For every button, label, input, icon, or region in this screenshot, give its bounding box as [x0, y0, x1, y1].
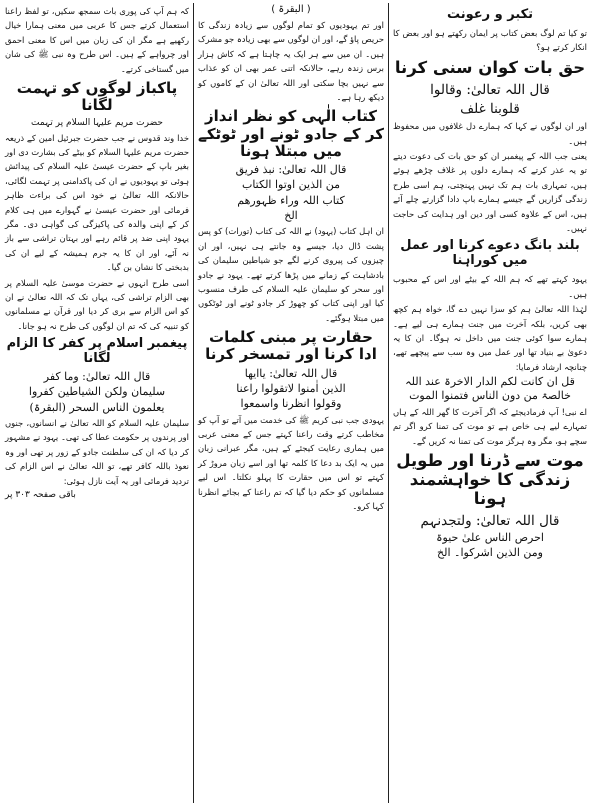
- arabic-verse: احرص الناس علیٰ حیوۃ: [436, 531, 544, 545]
- paragraph: اور ان لوگوں نے کہا کہ ہمارے دل غلافوں میں محفوظ ہیں۔: [393, 121, 587, 146]
- section-heading: حقارت پر مبنی کلمات ادا کرنا اور تمسخر کرنا: [205, 328, 377, 364]
- section-heading: بلند بانگ دعوے کرنا اور عمل میں کوراہنا: [400, 238, 580, 269]
- paragraph: یہودی جب نبی کریم ﷺ کی خدمت میں آتے تو آپ کو مخاطب کرتے وقت راعنا کہتے جس کے معنی عربی میں ہماری رعایت کیجئے کے ہیں، مگر عبرانی زبان میں یہ ایک بد دعا کا کلمہ تھا اور اسے زبان مروڑ کر کہتے تو اس میں حقارت کا پہلو نکلتا۔ اس لیے مسلمانوں کو حکم دیا گیا کہ تم راعنا کے بجائے انظرنا کہا کرو۔: [198, 414, 384, 512]
- column-middle: [195, 0, 387, 807]
- arabic-verse: ومن الذین اشرکوا۔ الخ: [437, 546, 543, 560]
- arabic-verse: قلوبنا غلف: [460, 100, 520, 117]
- paragraph: تو کیا تم لوگ بعض کتاب پر ایمان رکھتے ہو اور بعض کا انکار کرتے ہو؟: [393, 27, 587, 53]
- surah-header: ( البقرۃ ): [271, 4, 311, 15]
- column-left: [2, 0, 192, 807]
- paragraph: لہٰذا اللہ تعالیٰ ہم کو سزا نہیں دے گا، خواہ ہم کچھ بھی کریں، بلکہ آخرت میں جنت ہمارے ہی لیے ہے۔ ہمارے سوا کوئی جنت میں داخل نہ ہوگا۔ ان کا یہ دعویٰ بے بنیاد تھا اور عمل میں وہ سب سے پیچھے تھے، چنانچہ ارشاد فرمایا:: [393, 304, 587, 372]
- paragraph: خدا وند قدوس نے جب حضرت جبرئیل امین کے ذریعہ حضرت مریم علیہا السلام کو بیٹے کی بشارت دی اور بغیر باپ کے حضرت عیسیٰ علیہ السلام کی پیدائش ہوئی تو یہودیوں نے ان کی پاکدامنی پر تہمت لگائی، حالانکہ اللہ تعالیٰ نے خود اس کی براءت ظاہر فرمائی اور حضرت عیسیٰ نے گہوارے میں ہی کلام کر کے اپنی والدہ کی پاکیزگی کی گواہی دی۔ مگر یہود اپنی ضد پر قائم رہے اور بہتان تراشی سے باز نہ آئے، اور ان کا یہ جرم ہمیشہ کے لیے ان کی بدبختی کا نشان بن گیا۔: [5, 132, 189, 273]
- arabic-verse: قال اللہ تعالیٰ: ولتجدنہم: [420, 512, 560, 529]
- arabic-verse: کتاب اللہ وراء ظہورھم: [237, 193, 345, 207]
- column-divider: [193, 3, 194, 803]
- paragraph: کہ ہم آپ کی پوری بات سمجھ سکیں، تو لفظ راعنا استعمال کرتے جس کا عربی میں معنی ہمارا خیال رکھیے ہے مگر ان کی زبان میں اس کا معنی احمق اور چرواہے کے ہیں۔ اس طرح وہ نبی ﷺ کی شان میں گستاخی کرتے۔: [5, 6, 189, 74]
- column-divider: [388, 3, 389, 803]
- arabic-verse: قال اللہ تعالیٰ: وما کفر: [43, 370, 151, 384]
- paragraph: اور تم یہودیوں کو تمام لوگوں سے زیادہ زندگی کا حریص پاؤ گے، اور ان لوگوں سے بھی زیادہ جو مشرک ہیں۔ ان میں سے ہر ایک یہ چاہتا ہے کہ کاش ہزار برس زندہ رہے، حالانکہ اتنی عمر بھی ان کو عذاب سے نہیں بچا سکتی اور اللہ تعالیٰ ان کے کاموں کو دیکھ رہا ہے۔: [197, 20, 384, 103]
- column-right: [390, 0, 590, 807]
- arabic-verse: الخ: [284, 209, 298, 223]
- arabic-verse: قال اللہ تعالیٰ: یاایھا: [244, 366, 338, 380]
- paragraph: اے نبی! آپ فرمادیجئے کہ اگر آخرت کا گھر اللہ کے ہاں تمہارے لیے ہی خاص ہے تو موت کی تمنا کرو اگر تم سچے ہو، مگر وہ ہرگز موت کی تمنا نہ کریں گے۔: [393, 406, 587, 446]
- continued-note: باقی صفحہ ۳۰۳ پر: [5, 490, 76, 501]
- arabic-verse: قل ان کانت لکم الدار الاخرۃ عند اللہ خالصۃ من دون الناس فتمنوا الموت: [405, 375, 575, 403]
- paragraph: ان اہل کتاب (یہود) نے اللہ کی کتاب (تورات) کو پس پشت ڈال دیا، جیسے وہ جانتے ہی نہیں، اور ان چیزوں کی پیروی کرنے لگے جو شیاطین سلیمان کی بادشاہت کے زمانے میں پڑھا کرتے تھے۔ یہود نے جادو اور سحر کو سلیمان علیہ السلام کی طرف منسوب کیا اور اپنی کتاب کو چھوڑ کر جادو ٹونے اور ٹوٹکوں میں مبتلا ہوگئے۔: [198, 226, 384, 323]
- paragraph: یعنی جب اللہ کے پیغمبر ان کو حق بات کی دعوت دیتے تو یہ عذر کرتے کہ ہمارے دلوں پر غلاف چڑھے ہوئے ہیں، تمہاری بات ہم تک نہیں پہنچتی، ہم اسی طرح زندگی گزاریں گے جیسے ہمارے باپ دادا گزارتے چلے آئے ہیں، اس کے علاوہ کسی اور دین اور ہدایت کی حاجت نہیں۔: [393, 150, 587, 233]
- arabic-verse: سلیمان ولکن الشیاطین کفروا: [28, 385, 166, 399]
- paragraph: اسی طرح انہوں نے حضرت موسیٰ علیہ السلام پر بھی الزام تراشی کی، یہاں تک کہ اللہ تعالیٰ نے ان کو اس الزام سے بری کر دیا اور قرآن نے مسلمانوں کو تنبیہ کی کہ تم ان لوگوں کی طرح نہ ہو جانا۔: [5, 277, 189, 331]
- paragraph: یہود کہتے تھے کہ ہم اللہ کے بیٹے اور اس کے محبوب ہیں۔: [393, 274, 587, 299]
- arabic-verse: الذین اٰمنوا لاتقولوا راعنا: [236, 382, 346, 396]
- section-heading: کتاب الٰہی کو نظر انداز کر کے جادو ٹونے اور ٹوٹکے میں مبتلا ہونا: [198, 107, 384, 160]
- arabic-verse: قال اللہ تعالیٰ: وقالوا: [430, 81, 550, 98]
- section-subheading: حضرت مریم علیہا السلام پر تہمت: [31, 117, 163, 128]
- arabic-verse: یعلمون الناس السحر (البقرۃ): [29, 400, 165, 414]
- paragraph: سلیمان علیہ السلام کو اللہ تعالیٰ نے انسانوں، جنوں اور پرندوں پر حکومت عطا کی تھی۔ یہود نے مشہور کر دیا کہ ان کی سلطنت جادو کے زور پر تھی اور وہ نعوذ باللہ کافر تھے، تو اللہ تعالیٰ نے اس الزام کی تردید فرمائی اور یہ آیت نازل ہوئی:: [5, 417, 189, 486]
- section-heading: پیغمبر اسلام پر کفر کا الزام لگانا: [6, 336, 188, 367]
- section-heading: پاکباز لوگوں کو تہمت لگانا: [16, 79, 178, 115]
- section-heading: موت سے ڈرنا اور طویل زندگی کا خواہشمند ہونا: [396, 450, 584, 508]
- arabic-verse: من الذین اوتوا الکتاب: [241, 178, 341, 192]
- section-heading: تکبر و رعونت: [446, 7, 534, 22]
- section-heading: حق بات کوان سنی کرنا: [394, 57, 586, 77]
- arabic-verse: وقولوا انظرنا واسمعوا: [240, 397, 342, 411]
- arabic-verse: قال اللہ تعالیٰ: نبذ فریق: [235, 163, 347, 177]
